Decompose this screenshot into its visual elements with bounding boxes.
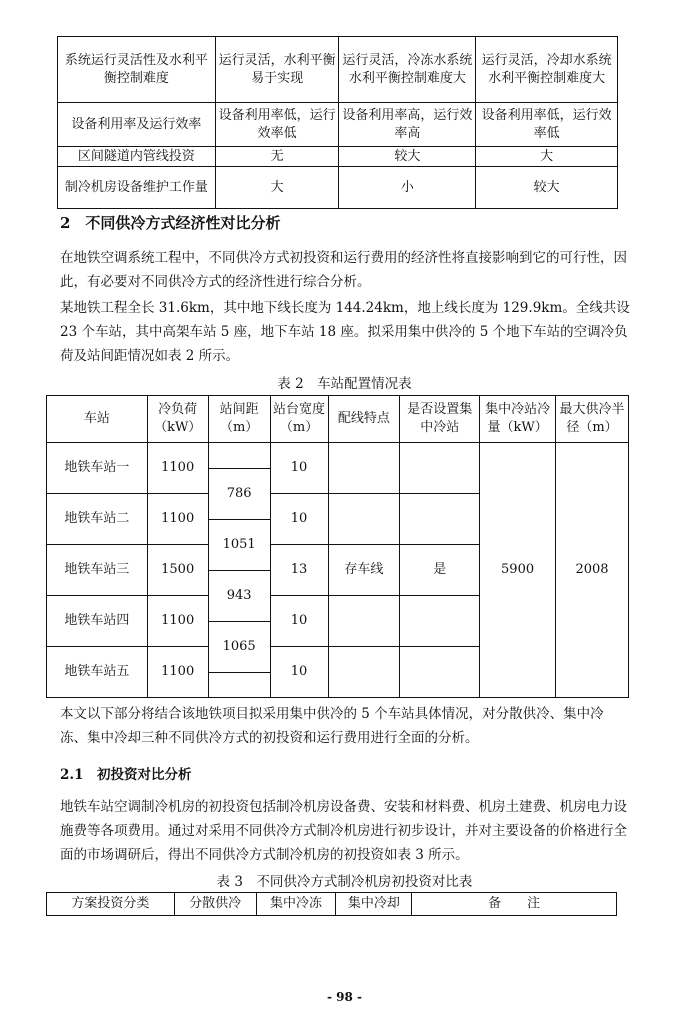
station-load: 1500	[147, 545, 208, 596]
column-header: 最大供冷半径（m）	[556, 396, 629, 443]
table-row	[58, 167, 618, 209]
station-name: 地铁车站五	[47, 647, 148, 698]
table-row	[47, 443, 629, 469]
column-header: 分散供冷	[174, 893, 256, 916]
column-header: 是否设置集中冷站	[400, 396, 480, 443]
investment-table	[46, 892, 617, 916]
column-header: 站间距（m）	[208, 396, 270, 443]
central-capacity: 5900	[480, 443, 556, 698]
table-cell: 系统运行灵活性及水利平衡控制难度	[58, 37, 216, 103]
table-cell: 制冷机房设备维护工作量	[58, 167, 216, 209]
station-config-table	[46, 395, 629, 698]
station-name: 地铁车站三	[47, 545, 148, 596]
station-load: 1100	[147, 443, 208, 494]
station-name: 地铁车站一	[47, 443, 148, 494]
station-distance: 1065	[208, 621, 270, 672]
station-load: 1100	[147, 647, 208, 698]
table-cell: 设备利用率低，运行效率低	[476, 103, 618, 147]
station-width: 10	[270, 647, 328, 698]
table-row	[58, 147, 618, 167]
station-name: 地铁车站四	[47, 596, 148, 647]
column-header: 备 注	[412, 893, 617, 916]
column-header: 配线特点	[328, 396, 400, 443]
section-heading: 2 不同供冷方式经济性对比分析	[60, 214, 281, 232]
comparison-table	[57, 36, 618, 209]
station-width: 13	[270, 545, 328, 596]
table-cell: 无	[215, 147, 339, 167]
table-cell: 设备利用率及运行效率	[58, 103, 216, 147]
column-header: 车站	[47, 396, 148, 443]
paragraph: 某地铁工程全长 31.6km，其中地下线长度为 144.24km，地上线长度为 129.9km。全线共设 23 个车站，其中高架车站 5 座，地下车站 18 座。拟采用集中供冷的 5 个地下车站的空调冷负荷及站间距情况如表 2 所示。	[60, 300, 630, 364]
column-header: 集中冷冻	[256, 893, 336, 916]
column-header: 方案投资分类	[47, 893, 175, 916]
station-load: 1100	[147, 494, 208, 545]
station-distance: 1051	[208, 519, 270, 570]
table-row	[58, 37, 618, 103]
station-width: 10	[270, 443, 328, 494]
paragraph: 地铁车站空调制冷机房的初投资包括制冷机房设备费、安装和材料费、机房土建费、机房电力设施费等各项费用。通过对采用不同供冷方式制冷机房进行初步设计，并对主要设备的价格进行全面的市场调研后，得出不同供冷方式制冷机房的初投资如表 3 所示。	[60, 799, 627, 863]
station-distance: 786	[208, 468, 270, 519]
station-distance: 943	[208, 570, 270, 621]
paragraph: 在地铁空调系统工程中，不同供冷方式初投资和运行费用的经济性将直接影响到它的可行性，因此，有必要对不同供冷方式的经济性进行综合分析。	[60, 250, 627, 290]
table-caption: 表 3 不同供冷方式制冷机房初投资对比表	[216, 874, 473, 890]
max-radius: 2008	[556, 443, 629, 698]
station-load: 1100	[147, 596, 208, 647]
table-header-row	[47, 893, 617, 916]
table-cell: 运行灵活，水利平衡易于实现	[215, 37, 339, 103]
station-name: 地铁车站二	[47, 494, 148, 545]
central-station-flag: 是	[400, 545, 480, 596]
table-row	[58, 103, 618, 147]
table-cell: 较大	[339, 147, 476, 167]
table-cell: 运行灵活，冷冻水系统水利平衡控制难度大	[339, 37, 476, 103]
table-header-row	[47, 396, 629, 443]
table-cell: 设备利用率低，运行效率低	[215, 103, 339, 147]
table-cell: 设备利用率高，运行效率高	[339, 103, 476, 147]
table-caption: 表 2 车站配置情况表	[277, 376, 412, 392]
table-cell: 较大	[476, 167, 618, 209]
subsection-heading: 2.1 初投资对比分析	[60, 767, 192, 783]
table-cell: 大	[476, 147, 618, 167]
table-cell: 小	[339, 167, 476, 209]
column-header: 集中冷站冷量（kW）	[480, 396, 556, 443]
column-header: 冷负荷（kW）	[147, 396, 208, 443]
column-header: 站台宽度（m）	[270, 396, 328, 443]
station-feature: 存车线	[328, 545, 400, 596]
station-width: 10	[270, 494, 328, 545]
table-cell: 运行灵活，冷却水系统水利平衡控制难度大	[476, 37, 618, 103]
table-cell: 区间隧道内管线投资	[58, 147, 216, 167]
table-cell: 大	[215, 167, 339, 209]
paragraph: 本文以下部分将结合该地铁项目拟采用集中供冷的 5 个车站具体情况，对分散供冷、集中冷冻、集中冷却三种不同供冷方式的初投资和运行费用进行全面的分析。	[60, 706, 604, 746]
station-width: 10	[270, 596, 328, 647]
page-number: - 98 -	[326, 990, 362, 1004]
column-header: 集中冷却	[336, 893, 412, 916]
